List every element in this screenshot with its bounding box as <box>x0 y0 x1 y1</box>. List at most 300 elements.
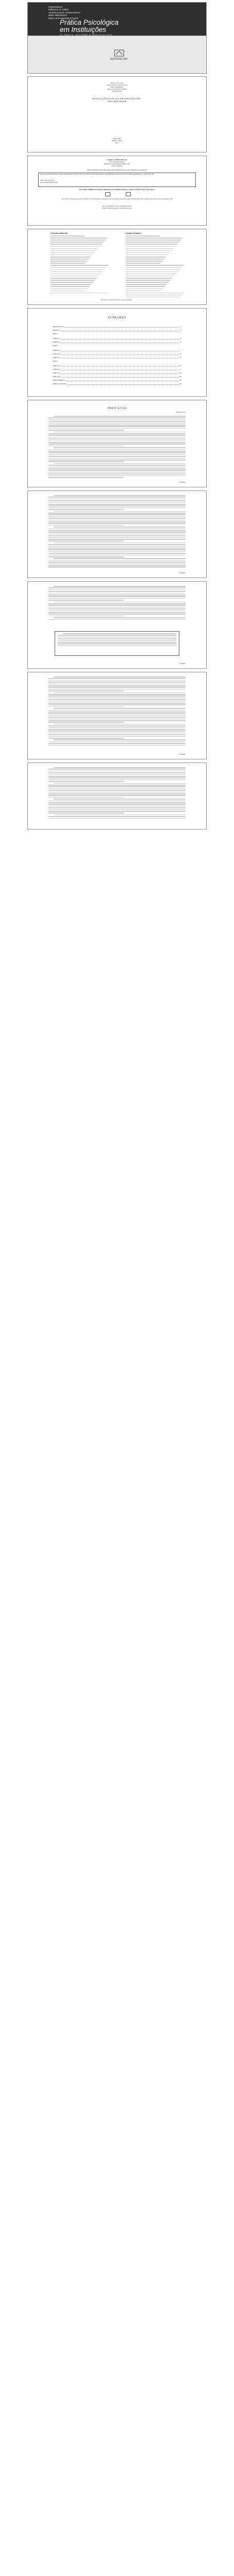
toc-leader-dots <box>61 357 179 359</box>
text-line <box>48 565 186 566</box>
council-member-line <box>126 284 166 285</box>
text-line <box>48 509 124 510</box>
toc-entry <box>53 365 181 367</box>
text-line <box>48 473 186 474</box>
text-line <box>48 521 186 522</box>
text-line <box>48 529 186 530</box>
text-line <box>54 586 186 587</box>
text-line <box>48 790 186 791</box>
council-member-line <box>51 259 89 260</box>
text-line <box>48 719 186 720</box>
text-line <box>54 495 186 496</box>
toc-entry-page: 165 <box>179 380 181 381</box>
text-line <box>48 619 186 620</box>
text-line <box>54 543 186 544</box>
text-line <box>48 786 186 787</box>
council-member-line <box>126 289 163 290</box>
text-line <box>48 807 186 808</box>
toc-leader-dots <box>61 369 178 370</box>
text-line <box>48 772 186 773</box>
text-line <box>48 698 186 699</box>
council-member-line <box>126 252 170 253</box>
page-footer: SUMÁRIO <box>179 663 186 665</box>
text-line <box>54 527 186 528</box>
council-member-line <box>51 291 86 292</box>
toc-entry-page: 35 <box>180 342 181 343</box>
text-line <box>48 743 186 744</box>
text-line <box>48 560 186 561</box>
council-member-line <box>126 246 175 247</box>
council-member-line <box>51 269 104 270</box>
text-line <box>54 617 186 618</box>
toc-entry <box>53 353 181 355</box>
toc-entry-label: PARTE 2 <box>53 345 58 347</box>
text-line <box>48 687 186 688</box>
text-line <box>48 442 186 443</box>
text-line <box>48 812 124 814</box>
council-member-line <box>51 263 85 264</box>
council-member-line <box>51 240 106 241</box>
copyright-notice: Copyright © da Editora CRV Ltda. <box>107 159 127 161</box>
crv-logo-icon <box>114 49 124 57</box>
text-line <box>58 635 176 636</box>
text-line <box>48 684 186 685</box>
council-member-line <box>51 289 88 290</box>
text-line <box>48 426 186 427</box>
book-cover <box>27 2 207 74</box>
text-line <box>48 806 186 807</box>
text-line <box>48 720 186 721</box>
text-line <box>63 633 176 634</box>
toc-leader-dots <box>61 365 178 367</box>
text-line <box>48 440 186 442</box>
council-page <box>27 229 207 305</box>
organizer-name: Maria Júlia Bezerra <box>48 14 68 17</box>
text-line <box>54 708 186 709</box>
toc-entry-page: 83 <box>180 357 181 359</box>
toc-entry-label: CAPÍTULO 4 <box>53 353 61 355</box>
text-line <box>48 555 186 556</box>
toc-leader-dots <box>67 383 178 385</box>
text-line <box>54 815 186 816</box>
text-line <box>48 425 186 426</box>
text-line <box>48 430 124 431</box>
toc-entry-label: PARTE 3 <box>53 361 58 362</box>
toc-entry-page: 117 <box>179 369 181 370</box>
text-line <box>48 779 186 781</box>
text-line <box>48 523 186 524</box>
council-member-line <box>51 248 98 249</box>
text-line <box>58 646 176 647</box>
text-line <box>48 421 186 422</box>
toc-leader-dots <box>61 353 179 355</box>
text-line <box>48 777 186 778</box>
text-line <box>48 694 186 695</box>
text-line <box>48 611 186 612</box>
text-line <box>58 638 176 639</box>
text-line <box>58 642 176 643</box>
organizer-name: Carmen Lúcia B. Teixeira Borrero <box>48 11 80 14</box>
council-member-line <box>51 280 95 281</box>
council-member-line <box>51 274 101 275</box>
text-line <box>48 458 186 459</box>
text-line <box>48 781 124 782</box>
preface-page <box>27 400 207 487</box>
text-line <box>48 680 186 681</box>
text-line <box>48 811 186 812</box>
content-page <box>27 581 207 669</box>
text-line <box>48 500 186 501</box>
text-line <box>48 595 186 596</box>
council-member-line <box>126 242 179 243</box>
text-line <box>48 741 186 742</box>
text-line <box>48 456 186 457</box>
text-line <box>48 546 186 547</box>
text-line <box>48 801 186 802</box>
council-member-line <box>126 272 178 273</box>
text-line <box>54 767 186 768</box>
organizer-name: Barbara E. B. Cabral <box>110 82 124 84</box>
toc-entry-page: 19 <box>180 338 181 340</box>
toc-entry <box>53 326 181 328</box>
toc-entry-label: CAPÍTULO 1 <box>53 338 61 340</box>
peer-review-note: Este livro foi avaliado e aprovado por pareceristas ad hoc. <box>101 299 133 301</box>
text-line <box>48 614 186 615</box>
toc-leader-dots <box>66 380 178 381</box>
text-line <box>58 643 176 645</box>
text-line <box>48 776 186 777</box>
text-line <box>48 437 186 438</box>
organizer-name: Mario Louis Sandoval Schnaidt <box>107 88 127 90</box>
text-line <box>48 534 186 535</box>
council-member-line <box>51 242 104 243</box>
council-member-line <box>51 267 106 268</box>
text-line <box>48 535 186 536</box>
text-line <box>48 520 186 521</box>
text-line <box>48 591 186 592</box>
text-line <box>48 417 186 418</box>
council-member-line <box>126 261 162 262</box>
text-line <box>48 785 186 786</box>
content-page <box>27 490 207 578</box>
council-member-line <box>51 282 93 283</box>
text-line <box>48 460 186 461</box>
council-member-line <box>126 248 173 249</box>
council-member-line <box>126 276 174 277</box>
council-member-line <box>126 274 176 275</box>
text-line <box>48 603 186 604</box>
text-line <box>48 476 186 477</box>
text-line <box>48 717 186 718</box>
council-member-line <box>51 257 91 258</box>
scientific-committee-title: Comitê Científico: <box>126 232 142 234</box>
toc-leader-dots <box>60 330 179 331</box>
text-line <box>48 540 124 541</box>
text-line <box>48 502 186 503</box>
text-line <box>54 692 186 693</box>
text-line <box>48 729 186 730</box>
text-line <box>48 745 186 746</box>
catalog-entry: Prática psicológica em instituições: clínica, saúde e educação / Barbara E. B. Cabral, Carmen Lúcia B. Teixeira Borrero, Maria Júlia Bezerra, Mario Louis Sandoval Schnaidt (organizadores) – Curitiba: CRV, 2017. <box>40 174 155 175</box>
text-line <box>48 699 186 700</box>
text-line <box>48 701 186 702</box>
text-line <box>48 711 186 713</box>
text-line <box>48 788 186 789</box>
organizer-name: Carmen Lúcia B. Teixeira Borrero <box>106 84 128 86</box>
text-line <box>48 690 124 691</box>
council-member-line <box>51 284 91 285</box>
toc-entry-page: 149 <box>179 376 181 378</box>
text-line <box>48 809 186 810</box>
organizers-label: Organizadores <box>48 6 63 8</box>
copyright-page <box>27 156 207 226</box>
text-line <box>48 532 186 533</box>
text-line <box>48 452 186 453</box>
toc-leader-dots <box>61 350 179 351</box>
text-line <box>48 818 186 819</box>
text-line <box>48 774 186 775</box>
toc-leader-dots <box>61 342 179 343</box>
toc-entry <box>53 350 181 352</box>
toc-entry-label: CAPÍTULO 2 <box>53 342 61 343</box>
text-line <box>48 518 186 519</box>
text-line <box>48 596 186 597</box>
text-line <box>48 706 124 707</box>
council-member-line <box>126 250 172 251</box>
council-member-line <box>51 286 90 287</box>
text-line <box>48 505 186 506</box>
organizer-name: Mario Louis Sandoval Schnaidt <box>48 16 78 20</box>
text-line <box>48 454 186 455</box>
toc-entry-label: CAPÍTULO 9 <box>53 376 61 378</box>
publisher-name: EDITORA CRV <box>110 58 128 61</box>
toc-entry-label: SOBRE OS AUTORES <box>53 383 66 385</box>
text-line <box>48 556 124 557</box>
text-line <box>48 525 124 526</box>
council-member-line <box>51 244 102 245</box>
text-line <box>48 727 186 728</box>
text-line <box>48 703 186 704</box>
organizer-name: Maria Júlia Bezerra <box>111 86 123 88</box>
doi: DOI 10.24824/978854441726.4 <box>40 182 58 183</box>
text-line <box>48 451 186 452</box>
cover-title <box>60 19 119 33</box>
text-line <box>48 678 186 679</box>
text-line <box>48 710 186 711</box>
toc-entry <box>53 372 181 375</box>
council-member-line <box>126 280 170 281</box>
website: Conheça os nossos lançamentos: www.editoracrv.com.br <box>102 208 132 209</box>
publisher-name: Editora CRV <box>113 138 121 140</box>
text-line <box>58 637 176 638</box>
text-line <box>48 497 186 498</box>
text-line <box>54 463 186 464</box>
digital-notice: ESTA OBRA TAMBÉM ENCONTRA-SE DISPONÍVEL EM FORMATO DIGITAL. CONHEÇA E BAIXE NOSSO APLICATIVO! <box>79 189 155 191</box>
text-line <box>48 544 186 545</box>
text-line <box>48 433 186 434</box>
toc-entry-page: 169 <box>179 383 181 385</box>
text-line <box>48 715 186 716</box>
council-member-line <box>51 246 100 247</box>
app-store-icon <box>105 192 110 196</box>
text-line <box>48 769 186 770</box>
text-line <box>48 553 186 554</box>
toc-entry <box>53 383 181 385</box>
text-line <box>48 736 186 737</box>
text-line <box>48 468 186 469</box>
council-member-line <box>126 291 161 292</box>
text-line <box>48 734 186 735</box>
council-member-line <box>51 255 93 256</box>
text-line <box>48 444 186 445</box>
text-line <box>48 423 186 424</box>
publication-year: 2017 <box>115 142 119 144</box>
text-line <box>48 713 186 714</box>
text-line <box>48 608 186 609</box>
text-line <box>48 605 186 606</box>
council-member-line <box>51 276 99 277</box>
contact-info: Tel.: (41) 3039-6418 – E-mail: sac@editoracrv.com.br <box>102 206 132 207</box>
diagramming-credit: Diagramação e Capa: Designers da Editora CRV <box>104 163 130 165</box>
text-line <box>48 793 186 794</box>
toc-entry <box>53 369 181 371</box>
toc-entry-label: ÍNDICE REMISSIVO <box>53 380 65 381</box>
text-line <box>48 682 186 683</box>
revision-credit: Revisão: Os Autores <box>111 165 123 167</box>
text-line <box>48 795 186 796</box>
council-member-line <box>51 278 97 279</box>
toc-entry-label: CAPÍTULO 3 <box>53 350 61 351</box>
toc-entry-page: 11 <box>180 326 181 328</box>
toc-entry <box>53 338 181 340</box>
council-member-line <box>126 259 164 260</box>
text-line <box>48 472 186 473</box>
text-line <box>48 704 186 705</box>
title-page <box>27 76 207 152</box>
council-member-line <box>51 272 103 273</box>
text-line <box>48 530 186 531</box>
council-member-line <box>51 293 109 294</box>
text-line <box>48 567 186 568</box>
text-line <box>48 514 186 515</box>
text-line <box>48 461 124 462</box>
toc-entry <box>53 376 181 378</box>
toc-entry-page: 101 <box>179 365 181 367</box>
page-footer: SUMÁRIO <box>179 572 186 574</box>
page-footer: SUMÁRIO <box>179 482 186 484</box>
toc-entry-page: 133 <box>179 372 181 374</box>
text-line <box>48 562 186 563</box>
text-line <box>48 612 186 613</box>
text-line <box>54 783 186 784</box>
council-member-line <box>126 238 182 239</box>
toc-entry <box>53 361 181 363</box>
editor-chief: Editor-chefe: Railson Moura <box>109 161 125 163</box>
council-member-line <box>51 238 107 239</box>
council-member-line <box>126 286 165 287</box>
council-member-line <box>126 263 160 264</box>
toc-entry <box>53 333 181 335</box>
text-line <box>48 449 186 450</box>
cover-title-line: em Instituições <box>60 26 107 33</box>
text-line <box>48 551 186 552</box>
toc-leader-dots <box>61 338 179 340</box>
text-line <box>48 802 186 803</box>
toc-entry-label: CAPÍTULO 5 <box>53 357 61 359</box>
content-page <box>27 672 207 759</box>
book-title: PRÁTICA PSICOLÓGICA EM INSTITUIÇÕES: <box>92 97 142 100</box>
council-member-line <box>126 255 168 256</box>
text-line <box>48 616 124 617</box>
text-line <box>54 799 186 800</box>
toc-title: SUMÁRIO <box>108 316 126 319</box>
content-page <box>27 762 207 829</box>
text-line <box>48 446 124 447</box>
council-member-line <box>126 297 180 298</box>
text-line <box>48 797 124 798</box>
toc-entry-label: PARTE 1 <box>53 333 58 335</box>
council-member-line <box>51 235 85 236</box>
council-member-line <box>126 240 181 241</box>
toc-entry-page: 13 <box>180 330 181 331</box>
council-member-line <box>126 267 181 268</box>
text-line <box>48 470 186 471</box>
cover-organizers <box>48 6 80 20</box>
toc-entry-page: 67 <box>180 353 181 355</box>
toc-entry-label: APRESENTAÇÃO <box>53 326 63 328</box>
text-line <box>54 739 186 740</box>
toc-entry-label: PREFÁCIO <box>53 330 59 331</box>
text-line <box>48 537 186 538</box>
text-line <box>48 548 186 549</box>
toc-entry <box>53 330 181 332</box>
toc-leader-dots <box>61 376 178 378</box>
text-line <box>48 738 124 739</box>
council-member-line <box>51 261 87 262</box>
toc-leader-dots <box>61 372 178 374</box>
text-line <box>48 593 186 594</box>
toc-entry-label: CAPÍTULO 8 <box>53 372 61 374</box>
text-line <box>48 435 186 436</box>
council-member-line <box>126 278 172 279</box>
text-line <box>48 504 186 505</box>
text-line <box>48 549 186 550</box>
text-line <box>48 731 186 732</box>
text-line <box>54 511 186 512</box>
council-member-line <box>51 265 108 266</box>
text-line <box>48 507 186 509</box>
council-member-line <box>126 295 182 296</box>
text-line <box>48 598 186 599</box>
council-member-line <box>126 282 169 283</box>
toc-entry <box>53 380 181 382</box>
text-line <box>48 607 186 608</box>
text-line <box>54 558 186 559</box>
council-member-line <box>51 252 94 253</box>
preface-author: Marcio de Castro <box>176 412 186 413</box>
publisher-logo <box>110 49 128 61</box>
text-line <box>48 477 124 478</box>
organizers-role: (Organizadores) <box>112 90 122 92</box>
text-line <box>48 816 186 817</box>
catalog-heading: DADOS INTERNACIONAIS DE CATALOGAÇÃO NA PUBLICAÇÃO (CIP) CATALOGAÇÃO NA FONTE <box>87 170 147 171</box>
text-line <box>48 587 186 588</box>
text-line <box>48 722 124 723</box>
text-line <box>54 724 186 725</box>
text-line <box>48 465 186 466</box>
council-member-line <box>126 244 177 245</box>
council-member-line <box>126 269 179 270</box>
